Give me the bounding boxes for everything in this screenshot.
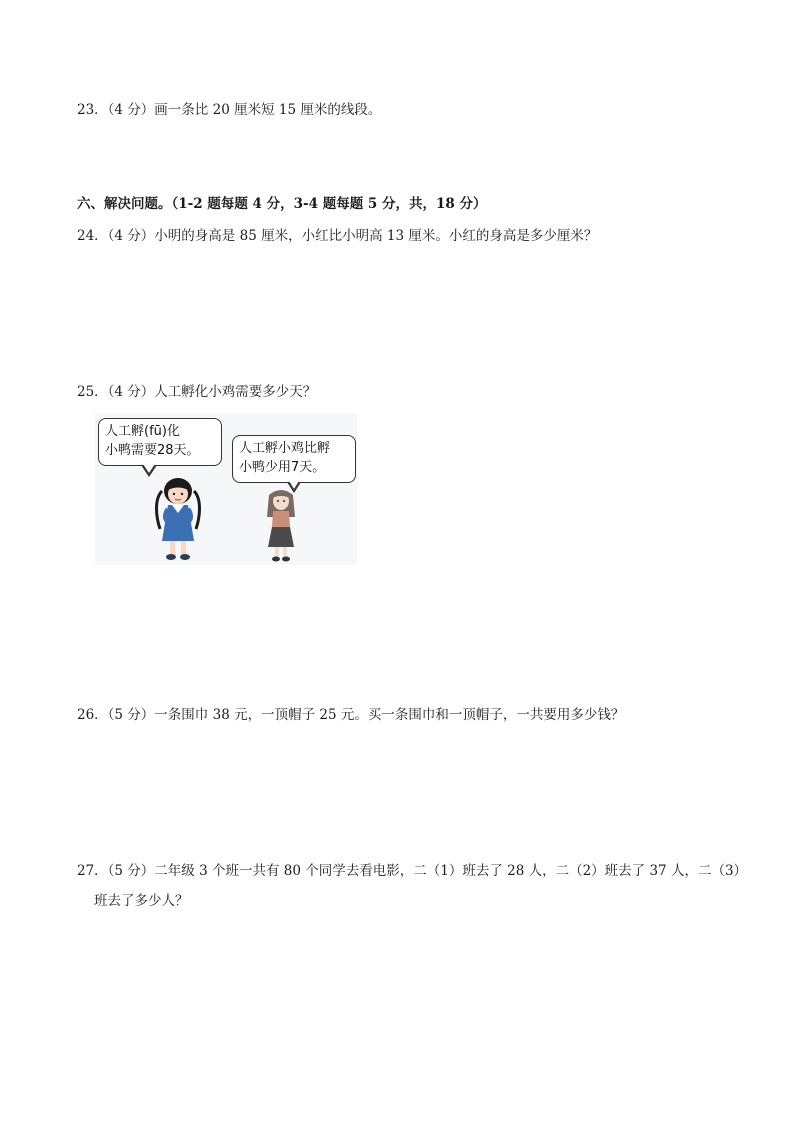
question-23: 23．（4 分）画一条比 20 厘米短 15 厘米的线段。 [77,102,382,118]
question-25: 25．（4 分）人工孵化小鸡需要多少天？ [77,384,317,400]
bubble-2-line-1: 人工孵小鸡比孵 [239,441,331,456]
bubble-1-line-1: 人工孵(fū)化 [105,424,180,439]
question-26: 26．（5 分）一条围巾 38 元，一顶帽子 25 元。买一条围巾和一顶帽子，一共要用多少钱？ [77,707,625,723]
bubble-1-tail-fill [143,464,155,473]
question-25-illustration [95,413,357,565]
speech-bubble-girl-2 [232,435,356,483]
speech-bubble-girl-1 [98,418,222,466]
question-24: 24．（4 分）小明的身高是 85 厘米，小红比小明高 13 厘米。小红的身高是多少厘米？ [77,228,598,244]
girl-in-blue-dress-icon [150,477,206,563]
girl-in-grey-skirt-icon [261,487,301,563]
question-27-line-1: 27．（5 分）二年级 3 个班一共有 80 个同学去看电影，二（1）班去了 28 人，二（2）班去了 37 人，二（3） [77,863,748,879]
bubble-2-line-2: 小鸭少用7天。 [239,460,326,475]
section-6-heading: 六、解决问题。（1-2 题每题 4 分，3-4 题每题 5 分，共，18 分） [77,196,487,212]
question-27-line-2: 班去了多少人？ [94,893,189,909]
bubble-1-line-2: 小鸭需要28天。 [105,443,200,458]
